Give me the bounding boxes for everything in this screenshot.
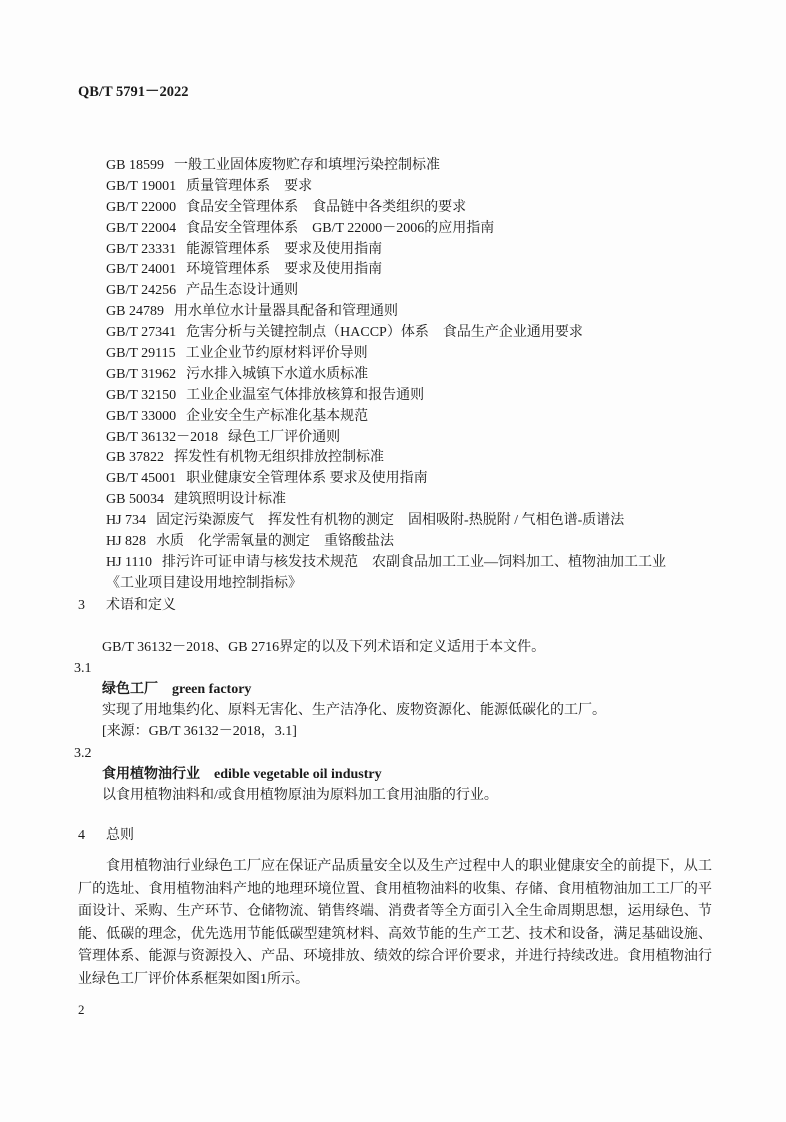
- reference-item: [106, 407, 746, 428]
- reference-title: 危害分析与关键控制点（HACCP）体系 食品生产企业通用要求: [186, 325, 583, 341]
- reference-code: GB/T 19001: [106, 178, 177, 194]
- document-code-header: QB/T 5791－2022: [78, 84, 189, 100]
- reference-title: 环境管理体系 要求及使用指南: [186, 262, 383, 278]
- reference-title: 挥发性有机物无组织排放控制标准: [173, 450, 384, 466]
- section-4-body: 食用植物油行业绿色工厂应在保证产品质量安全以及生产过程中人的职业健康安全的前提下，从工厂的选址、食用植物油料产地的地理环境位置、食用植物油料的收集、存储、食用植物油加工工厂的平面设计、采购、生产环节、仓储物流、销售终端、消费者等全方面引入全生命周期思想，运用绿色、节能、低碳的理念，优先选用节能低碳型建筑材料、高效节能的生产工艺、技术和设备，满足基础设施、管理体系、能源与资源投入、产品、环境排放、绩效的综合评价要求，并进行持续改进。食用植物油行业绿色工厂评价体系框架如图1所示。: [78, 859, 712, 987]
- reference-item: [106, 219, 746, 240]
- term-source: [来源：GB/T 36132－2018，3.1]: [102, 724, 297, 739]
- term-number: 3.1: [74, 661, 92, 676]
- reference-code: GB/T 36132－2018: [106, 429, 219, 445]
- reference-code: GB/T 31962: [106, 366, 177, 382]
- reference-title: 企业安全生产标准化基本规范: [186, 408, 369, 424]
- reference-title: 工业企业温室气体排放核算和报告通则: [186, 387, 425, 403]
- reference-item: [106, 428, 746, 449]
- reference-title: 食品安全管理体系 食品链中各类组织的要求: [186, 199, 467, 215]
- reference-item: [106, 240, 746, 261]
- reference-title: 产品生态设计通则: [186, 283, 299, 299]
- reference-item: [106, 553, 746, 574]
- term-zh: 食用植物油行业: [102, 767, 200, 782]
- reference-code: GB/T 32150: [106, 387, 177, 403]
- reference-item: [106, 156, 746, 177]
- reference-title: 工业企业节约原材料评价导则: [185, 346, 368, 362]
- reference-item: [106, 386, 746, 407]
- normative-references-list: [106, 156, 746, 595]
- term-en: edible vegetable oil industry: [214, 767, 382, 782]
- reference-item: [106, 448, 746, 469]
- section-number: 4: [78, 828, 85, 843]
- reference-item: [106, 260, 746, 281]
- reference-code: GB 37822: [106, 450, 164, 466]
- term-definition: 实现了用地集约化、原料无害化、生产洁净化、废物资源化、能源低碳化的工厂。: [102, 703, 606, 718]
- section-4-heading: [78, 824, 134, 844]
- reference-title: 《工业项目建设用地控制指标》: [106, 575, 302, 591]
- reference-code: HJ 1110: [106, 554, 153, 570]
- reference-code: GB/T 29115: [106, 346, 176, 362]
- reference-title: 能源管理体系 要求及使用指南: [186, 241, 383, 257]
- reference-code: GB 18599: [106, 158, 164, 173]
- reference-title: 食品安全管理体系 GB/T 22000－2006的应用指南: [186, 220, 495, 236]
- section-3-heading: [78, 594, 176, 614]
- reference-code: GB/T 22000: [106, 199, 177, 215]
- reference-code: GB/T 24256: [106, 283, 177, 299]
- reference-title: 一般工业固体废物贮存和填埋污染控制标准: [173, 158, 440, 173]
- reference-item: [106, 198, 746, 219]
- section-title: 术语和定义: [106, 598, 176, 613]
- reference-item: [106, 177, 746, 198]
- reference-code: GB/T 24001: [106, 262, 177, 278]
- term-definition: 以食用植物油料和/或食用植物原油为原料加工食用油脂的行业。: [102, 788, 498, 803]
- reference-code: GB 24789: [106, 304, 164, 320]
- reference-title: 绿色工厂评价通则: [228, 429, 341, 445]
- section-3-intro: GB/T 36132－2018、GB 2716界定的以及下列术语和定义适用于本文件。: [102, 640, 546, 655]
- term-zh: 绿色工厂: [102, 682, 158, 697]
- reference-item: [106, 365, 746, 386]
- term-green-factory: [102, 679, 251, 700]
- term-en: green factory: [172, 682, 252, 697]
- reference-item: [106, 469, 746, 490]
- reference-title: 固定污染源废气 挥发性有机物的测定 固相吸附-热脱附 / 气相色谱-质谱法: [156, 513, 625, 529]
- reference-item: [106, 344, 746, 365]
- reference-title: 职业健康安全管理体系 要求及使用指南: [186, 471, 428, 487]
- reference-title: 用水单位水计量器具配备和管理通则: [173, 304, 398, 320]
- reference-title: 质量管理体系 要求: [186, 178, 313, 194]
- reference-item: [106, 574, 746, 595]
- reference-code: GB/T 33000: [106, 408, 177, 424]
- reference-code: GB/T 23331: [106, 241, 177, 257]
- reference-title: 建筑照明设计标准: [173, 492, 286, 508]
- page-number: 2: [78, 1002, 85, 1017]
- reference-code: GB 50034: [106, 492, 164, 508]
- reference-item: [106, 323, 746, 344]
- reference-code: GB/T 22004: [106, 220, 177, 236]
- term-edible-oil-industry: [102, 764, 382, 785]
- reference-item: [106, 302, 746, 323]
- reference-code: HJ 828: [106, 534, 147, 550]
- reference-code: GB/T 27341: [106, 325, 177, 341]
- section-number: 3: [78, 598, 85, 613]
- reference-title: 污水排入城镇下水道水质标准: [186, 366, 369, 382]
- reference-title: 水质 化学需氧量的测定 重铬酸盐法: [156, 534, 395, 550]
- section-title: 总则: [106, 828, 134, 843]
- reference-code: GB/T 45001: [106, 471, 177, 487]
- reference-item: [106, 281, 746, 302]
- reference-item: [106, 511, 746, 532]
- reference-item: [106, 532, 746, 553]
- reference-code: HJ 734: [106, 513, 147, 529]
- reference-item: [106, 490, 746, 511]
- reference-title: 排污许可证申请与核发技术规范 农副食品加工工业—饲料加工、植物油加工工业: [162, 554, 667, 570]
- term-number: 3.2: [74, 746, 92, 761]
